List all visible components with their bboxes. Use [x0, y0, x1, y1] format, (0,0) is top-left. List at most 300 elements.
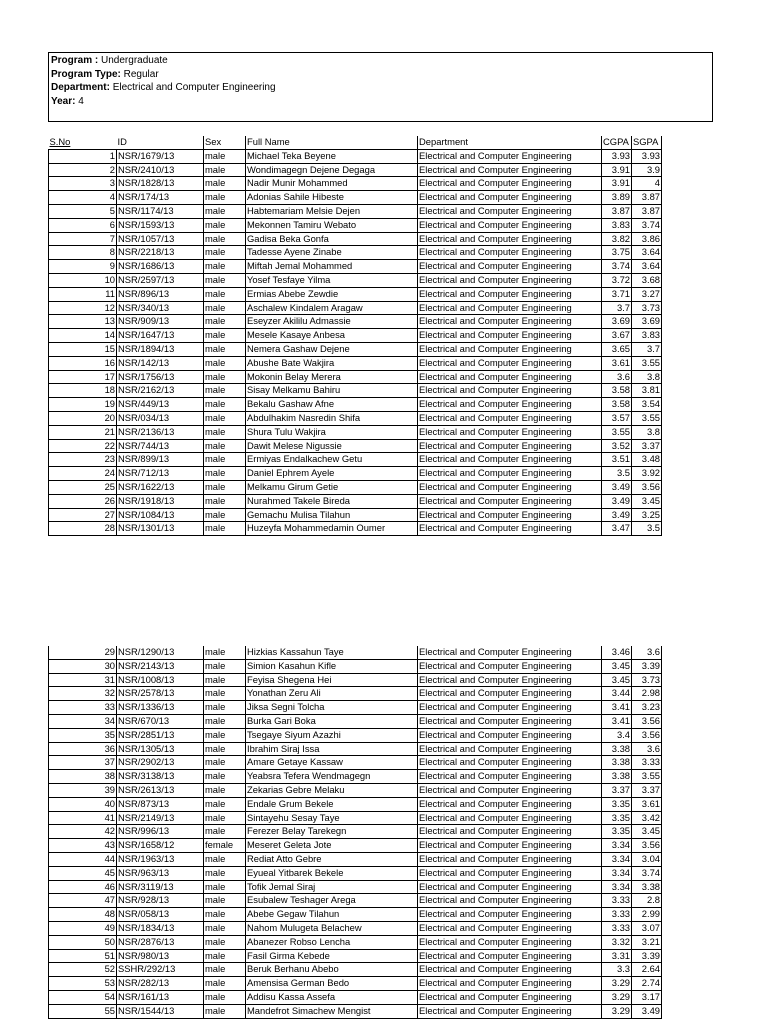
- row-id: NSR/1834/13: [117, 921, 204, 935]
- row-id: NSR/340/13: [117, 301, 204, 315]
- table-row: [49, 246, 662, 260]
- row-sgpa: 3.69: [632, 315, 662, 329]
- row-sgpa: 3.56: [632, 728, 662, 742]
- row-sno: 36: [49, 742, 117, 756]
- row-sgpa: 3.86: [632, 232, 662, 246]
- table-row: [49, 384, 662, 398]
- table-row: [49, 494, 662, 508]
- row-department: Electrical and Computer Engineering: [418, 673, 602, 687]
- row-department: Electrical and Computer Engineering: [418, 411, 602, 425]
- department-line: Department: Electrical and Computer Engineering: [51, 82, 276, 94]
- row-sex: male: [204, 797, 246, 811]
- row-sno: 10: [49, 273, 117, 287]
- row-sex: male: [204, 232, 246, 246]
- row-id: NSR/2143/13: [117, 659, 204, 673]
- row-sno: 11: [49, 287, 117, 301]
- row-department: Electrical and Computer Engineering: [418, 218, 602, 232]
- row-sgpa: 3.93: [632, 149, 662, 163]
- row-full-name: Zekarias Gebre Melaku: [246, 783, 418, 797]
- row-id: NSR/1918/13: [117, 494, 204, 508]
- table-row: [49, 687, 662, 701]
- row-department: Electrical and Computer Engineering: [418, 714, 602, 728]
- row-full-name: Daniel Ephrem Ayele: [246, 467, 418, 481]
- row-full-name: Burka Gari Boka: [246, 714, 418, 728]
- row-sex: male: [204, 494, 246, 508]
- row-full-name: Beruk Berhanu Abebo: [246, 963, 418, 977]
- row-sgpa: 3.49: [632, 1004, 662, 1018]
- student-table-part1: [48, 136, 662, 536]
- row-cgpa: 3.41: [602, 714, 632, 728]
- row-full-name: Mandefrot Simachew Mengist: [246, 1004, 418, 1018]
- program-line: Program : Undergraduate: [51, 55, 168, 66]
- row-sno: 48: [49, 908, 117, 922]
- row-sgpa: 3.55: [632, 411, 662, 425]
- row-department: Electrical and Computer Engineering: [418, 522, 602, 536]
- row-department: Electrical and Computer Engineering: [418, 880, 602, 894]
- row-id: NSR/2136/13: [117, 425, 204, 439]
- row-sno: 28: [49, 522, 117, 536]
- row-sex: male: [204, 770, 246, 784]
- row-cgpa: 3.51: [602, 453, 632, 467]
- table-row: [49, 191, 662, 205]
- row-cgpa: 3.89: [602, 191, 632, 205]
- row-sgpa: 3.25: [632, 508, 662, 522]
- table-row: [49, 453, 662, 467]
- row-full-name: Ferezer Belay Tarekegn: [246, 825, 418, 839]
- row-full-name: Esubalew Teshager Arega: [246, 894, 418, 908]
- table-row: [49, 728, 662, 742]
- row-id: NSR/1679/13: [117, 149, 204, 163]
- row-sgpa: 3.55: [632, 356, 662, 370]
- row-cgpa: 3.67: [602, 329, 632, 343]
- row-sex: male: [204, 342, 246, 356]
- row-id: NSR/2876/13: [117, 935, 204, 949]
- row-sex: male: [204, 508, 246, 522]
- row-sno: 3: [49, 177, 117, 191]
- row-id: NSR/2218/13: [117, 246, 204, 260]
- row-id: NSR/142/13: [117, 356, 204, 370]
- row-sex: male: [204, 384, 246, 398]
- row-id: NSR/1301/13: [117, 522, 204, 536]
- row-sno: 14: [49, 329, 117, 343]
- row-sgpa: 3.73: [632, 301, 662, 315]
- row-cgpa: 3.72: [602, 273, 632, 287]
- row-sno: 29: [49, 646, 117, 659]
- row-department: Electrical and Computer Engineering: [418, 977, 602, 991]
- row-sno: 7: [49, 232, 117, 246]
- row-cgpa: 3.37: [602, 783, 632, 797]
- table-row: [49, 701, 662, 715]
- row-sgpa: 3.92: [632, 467, 662, 481]
- table-row: [49, 467, 662, 481]
- table-row: [49, 398, 662, 412]
- row-full-name: Miftah Jemal Mohammed: [246, 260, 418, 274]
- row-id: NSR/2578/13: [117, 687, 204, 701]
- row-department: Electrical and Computer Engineering: [418, 439, 602, 453]
- row-cgpa: 3.35: [602, 825, 632, 839]
- row-sex: male: [204, 908, 246, 922]
- row-cgpa: 3.45: [602, 659, 632, 673]
- table-row: [49, 260, 662, 274]
- row-sgpa: 3.5: [632, 522, 662, 536]
- row-sex: male: [204, 1004, 246, 1018]
- row-cgpa: 3.55: [602, 425, 632, 439]
- row-id: NSR/1686/13: [117, 260, 204, 274]
- row-full-name: Wondimagegn Dejene Degaga: [246, 163, 418, 177]
- table-row: [49, 204, 662, 218]
- row-id: NSR/3119/13: [117, 880, 204, 894]
- row-cgpa: 3.29: [602, 977, 632, 991]
- table-row: [49, 880, 662, 894]
- row-sex: male: [204, 467, 246, 481]
- row-sgpa: 3.48: [632, 453, 662, 467]
- row-id: NSR/896/13: [117, 287, 204, 301]
- row-department: Electrical and Computer Engineering: [418, 329, 602, 343]
- table-row: [49, 659, 662, 673]
- row-sno: 42: [49, 825, 117, 839]
- row-department: Electrical and Computer Engineering: [418, 191, 602, 205]
- row-sgpa: 3.33: [632, 756, 662, 770]
- row-full-name: Aschalew Kindalem Aragaw: [246, 301, 418, 315]
- row-sgpa: 3.17: [632, 990, 662, 1004]
- row-cgpa: 3.38: [602, 770, 632, 784]
- row-full-name: Sisay Melkamu Bahiru: [246, 384, 418, 398]
- row-full-name: Mekonnen Tamiru Webato: [246, 218, 418, 232]
- row-cgpa: 3.49: [602, 480, 632, 494]
- row-sno: 15: [49, 342, 117, 356]
- row-sno: 46: [49, 880, 117, 894]
- row-id: NSR/2851/13: [117, 728, 204, 742]
- row-sex: male: [204, 756, 246, 770]
- program-type-line: Program Type: Regular: [51, 68, 159, 80]
- row-full-name: Nadir Munir Mohammed: [246, 177, 418, 191]
- row-department: Electrical and Computer Engineering: [418, 467, 602, 481]
- table-row: [49, 894, 662, 908]
- row-sgpa: 3.37: [632, 783, 662, 797]
- row-full-name: Adonias Sahile Hibeste: [246, 191, 418, 205]
- row-department: Electrical and Computer Engineering: [418, 852, 602, 866]
- row-sgpa: 2.74: [632, 977, 662, 991]
- row-cgpa: 3.74: [602, 260, 632, 274]
- row-cgpa: 3.47: [602, 522, 632, 536]
- table-row: [49, 411, 662, 425]
- program-value: Undergraduate: [101, 55, 168, 66]
- row-sex: male: [204, 315, 246, 329]
- row-cgpa: 3.41: [602, 701, 632, 715]
- row-id: NSR/058/13: [117, 908, 204, 922]
- row-department: Electrical and Computer Engineering: [418, 1004, 602, 1018]
- row-full-name: Mesele Kasaye Anbesa: [246, 329, 418, 343]
- row-cgpa: 3.93: [602, 149, 632, 163]
- row-id: NSR/1622/13: [117, 480, 204, 494]
- row-department: Electrical and Computer Engineering: [418, 894, 602, 908]
- row-cgpa: 3.35: [602, 797, 632, 811]
- row-id: NSR/899/13: [117, 453, 204, 467]
- row-full-name: Bekalu Gashaw Afne: [246, 398, 418, 412]
- row-full-name: Abdulhakim Nasredin Shifa: [246, 411, 418, 425]
- row-sex: male: [204, 963, 246, 977]
- row-sno: 26: [49, 494, 117, 508]
- row-cgpa: 3.65: [602, 342, 632, 356]
- row-department: Electrical and Computer Engineering: [418, 204, 602, 218]
- row-department: Electrical and Computer Engineering: [418, 742, 602, 756]
- table-row: [49, 329, 662, 343]
- row-id: NSR/980/13: [117, 949, 204, 963]
- row-department: Electrical and Computer Engineering: [418, 839, 602, 853]
- row-sno: 50: [49, 935, 117, 949]
- column-header-sgpa: SGPA: [632, 136, 662, 149]
- row-department: Electrical and Computer Engineering: [418, 935, 602, 949]
- row-full-name: Mokonin Belay Merera: [246, 370, 418, 384]
- row-id: NSR/1828/13: [117, 177, 204, 191]
- row-sno: 1: [49, 149, 117, 163]
- row-id: NSR/963/13: [117, 866, 204, 880]
- table-row: [49, 218, 662, 232]
- row-sno: 55: [49, 1004, 117, 1018]
- row-cgpa: 3.45: [602, 673, 632, 687]
- row-cgpa: 3.33: [602, 908, 632, 922]
- row-id: NSR/1305/13: [117, 742, 204, 756]
- row-sgpa: 3.45: [632, 494, 662, 508]
- row-full-name: Huzeyfa Mohammedamin Oumer: [246, 522, 418, 536]
- row-department: Electrical and Computer Engineering: [418, 908, 602, 922]
- row-department: Electrical and Computer Engineering: [418, 177, 602, 191]
- year-line: Year: 4: [51, 95, 84, 107]
- row-full-name: Yonathan Zeru Ali: [246, 687, 418, 701]
- row-sgpa: 3.56: [632, 714, 662, 728]
- row-full-name: Abanezer Robso Lencha: [246, 935, 418, 949]
- row-department: Electrical and Computer Engineering: [418, 921, 602, 935]
- row-full-name: Ermias Abebe Zewdie: [246, 287, 418, 301]
- row-id: NSR/1290/13: [117, 646, 204, 659]
- table-row: [49, 177, 662, 191]
- row-sgpa: 3.74: [632, 866, 662, 880]
- row-id: NSR/873/13: [117, 797, 204, 811]
- table-row: [49, 770, 662, 784]
- row-sno: 9: [49, 260, 117, 274]
- row-cgpa: 3.3: [602, 963, 632, 977]
- row-cgpa: 3.38: [602, 742, 632, 756]
- table-row: [49, 273, 662, 287]
- row-department: Electrical and Computer Engineering: [418, 756, 602, 770]
- row-cgpa: 3.38: [602, 756, 632, 770]
- row-department: Electrical and Computer Engineering: [418, 301, 602, 315]
- row-sgpa: 3.56: [632, 480, 662, 494]
- row-department: Electrical and Computer Engineering: [418, 232, 602, 246]
- row-full-name: Meseret Geleta Jote: [246, 839, 418, 853]
- row-sex: male: [204, 163, 246, 177]
- row-id: NSR/1057/13: [117, 232, 204, 246]
- row-sex: male: [204, 659, 246, 673]
- row-id: NSR/282/13: [117, 977, 204, 991]
- row-cgpa: 3.33: [602, 894, 632, 908]
- row-full-name: Eyueal Yitbarek Bekele: [246, 866, 418, 880]
- row-sex: male: [204, 673, 246, 687]
- row-department: Electrical and Computer Engineering: [418, 370, 602, 384]
- row-cgpa: 3.34: [602, 880, 632, 894]
- table-row: [49, 714, 662, 728]
- row-id: NSR/2902/13: [117, 756, 204, 770]
- row-sex: male: [204, 439, 246, 453]
- year-value: 4: [78, 95, 84, 107]
- table-row: [49, 646, 662, 659]
- row-cgpa: 3.57: [602, 411, 632, 425]
- column-header-sno: S.No: [49, 136, 117, 149]
- row-id: NSR/1174/13: [117, 204, 204, 218]
- row-sgpa: 3.73: [632, 673, 662, 687]
- row-cgpa: 3.29: [602, 1004, 632, 1018]
- table-header-row: [49, 136, 662, 149]
- row-sgpa: 3.74: [632, 218, 662, 232]
- row-sex: male: [204, 287, 246, 301]
- row-id: NSR/1894/13: [117, 342, 204, 356]
- row-cgpa: 3.7: [602, 301, 632, 315]
- row-sno: 17: [49, 370, 117, 384]
- table-row: [49, 315, 662, 329]
- row-id: NSR/909/13: [117, 315, 204, 329]
- row-id: NSR/2162/13: [117, 384, 204, 398]
- row-sgpa: 3.64: [632, 246, 662, 260]
- row-full-name: Tadesse Ayene Zinabe: [246, 246, 418, 260]
- row-sgpa: 3.68: [632, 273, 662, 287]
- row-full-name: Abushe Bate Wakjira: [246, 356, 418, 370]
- row-department: Electrical and Computer Engineering: [418, 659, 602, 673]
- row-cgpa: 3.83: [602, 218, 632, 232]
- row-sno: 4: [49, 191, 117, 205]
- row-sex: male: [204, 880, 246, 894]
- row-sno: 18: [49, 384, 117, 398]
- row-id: NSR/996/13: [117, 825, 204, 839]
- department-value: Electrical and Computer Engineering: [112, 82, 276, 94]
- row-sex: male: [204, 356, 246, 370]
- table-row: [49, 797, 662, 811]
- table-row: [49, 963, 662, 977]
- row-department: Electrical and Computer Engineering: [418, 811, 602, 825]
- table-row: [49, 825, 662, 839]
- row-sno: 30: [49, 659, 117, 673]
- row-sgpa: 3.87: [632, 191, 662, 205]
- column-header-department: Department: [418, 136, 602, 149]
- row-sgpa: 3.42: [632, 811, 662, 825]
- row-sgpa: 3.27: [632, 287, 662, 301]
- row-id: NSR/161/13: [117, 990, 204, 1004]
- row-sno: 8: [49, 246, 117, 260]
- row-department: Electrical and Computer Engineering: [418, 287, 602, 301]
- table-row: [49, 852, 662, 866]
- table-row: [49, 425, 662, 439]
- row-sex: male: [204, 149, 246, 163]
- row-cgpa: 3.34: [602, 852, 632, 866]
- row-sex: male: [204, 177, 246, 191]
- row-department: Electrical and Computer Engineering: [418, 866, 602, 880]
- row-sex: male: [204, 273, 246, 287]
- table-row: [49, 811, 662, 825]
- report-header: [48, 52, 713, 122]
- row-sex: male: [204, 480, 246, 494]
- row-sno: 39: [49, 783, 117, 797]
- row-department: Electrical and Computer Engineering: [418, 398, 602, 412]
- row-sgpa: 3.39: [632, 659, 662, 673]
- row-id: NSR/1008/13: [117, 673, 204, 687]
- table-row: [49, 866, 662, 880]
- row-id: NSR/174/13: [117, 191, 204, 205]
- row-sgpa: 3.38: [632, 880, 662, 894]
- row-cgpa: 3.91: [602, 163, 632, 177]
- row-full-name: Nahom Mulugeta Belachew: [246, 921, 418, 935]
- row-id: NSR/670/13: [117, 714, 204, 728]
- row-cgpa: 3.87: [602, 204, 632, 218]
- row-department: Electrical and Computer Engineering: [418, 163, 602, 177]
- row-cgpa: 3.32: [602, 935, 632, 949]
- table-row: [49, 783, 662, 797]
- row-full-name: Eseyzer Akililu Admassie: [246, 315, 418, 329]
- row-sgpa: 3.54: [632, 398, 662, 412]
- row-sex: male: [204, 687, 246, 701]
- row-department: Electrical and Computer Engineering: [418, 508, 602, 522]
- row-full-name: Gadisa Beka Gonfa: [246, 232, 418, 246]
- row-department: Electrical and Computer Engineering: [418, 149, 602, 163]
- row-sex: male: [204, 329, 246, 343]
- row-department: Electrical and Computer Engineering: [418, 356, 602, 370]
- table-row: [49, 342, 662, 356]
- row-full-name: Fasil Girma Kebede: [246, 949, 418, 963]
- row-sex: male: [204, 260, 246, 274]
- row-full-name: Yosef Tesfaye Yilma: [246, 273, 418, 287]
- row-id: NSR/1963/13: [117, 852, 204, 866]
- row-cgpa: 3.29: [602, 990, 632, 1004]
- row-sgpa: 3.23: [632, 701, 662, 715]
- row-cgpa: 3.58: [602, 398, 632, 412]
- row-department: Electrical and Computer Engineering: [418, 990, 602, 1004]
- row-sgpa: 3.6: [632, 646, 662, 659]
- row-id: NSR/1756/13: [117, 370, 204, 384]
- row-cgpa: 3.33: [602, 921, 632, 935]
- row-id: NSR/2149/13: [117, 811, 204, 825]
- row-sex: male: [204, 714, 246, 728]
- row-full-name: Hizkias Kassahun Taye: [246, 646, 418, 659]
- table-row: [49, 287, 662, 301]
- row-cgpa: 3.46: [602, 646, 632, 659]
- row-department: Electrical and Computer Engineering: [418, 963, 602, 977]
- row-cgpa: 3.49: [602, 494, 632, 508]
- row-department: Electrical and Computer Engineering: [418, 425, 602, 439]
- row-sgpa: 2.64: [632, 963, 662, 977]
- row-sno: 24: [49, 467, 117, 481]
- row-sgpa: 3.04: [632, 852, 662, 866]
- row-sex: male: [204, 990, 246, 1004]
- row-sno: 21: [49, 425, 117, 439]
- row-sex: male: [204, 728, 246, 742]
- table-row: [49, 977, 662, 991]
- row-department: Electrical and Computer Engineering: [418, 453, 602, 467]
- row-sno: 2: [49, 163, 117, 177]
- row-sno: 23: [49, 453, 117, 467]
- table-row: [49, 370, 662, 384]
- row-cgpa: 3.52: [602, 439, 632, 453]
- row-sex: male: [204, 522, 246, 536]
- row-sex: male: [204, 852, 246, 866]
- row-id: NSR/1647/13: [117, 329, 204, 343]
- table-row: [49, 163, 662, 177]
- row-id: NSR/3138/13: [117, 770, 204, 784]
- table-row: [49, 508, 662, 522]
- row-sgpa: 3.21: [632, 935, 662, 949]
- row-sgpa: 3.83: [632, 329, 662, 343]
- table-row: [49, 756, 662, 770]
- row-sex: male: [204, 742, 246, 756]
- row-full-name: Tofik Jemal Siraj: [246, 880, 418, 894]
- row-department: Electrical and Computer Engineering: [418, 480, 602, 494]
